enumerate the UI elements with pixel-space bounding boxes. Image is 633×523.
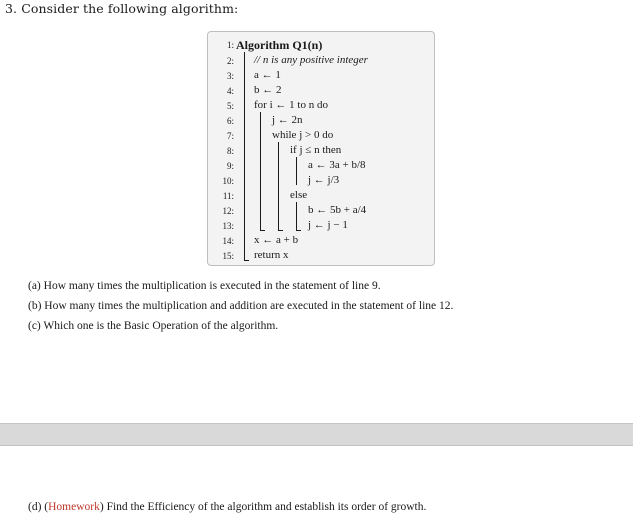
line-number-15: 15: bbox=[222, 251, 234, 261]
question-c: (c) Which one is the Basic Operation of the algorithm. bbox=[28, 320, 279, 332]
algorithm-comment: // n is any positive integer bbox=[254, 54, 368, 66]
block-line-else bbox=[296, 202, 297, 230]
algorithm-line-6: j ← 2n bbox=[272, 114, 303, 126]
block-line-while bbox=[278, 142, 279, 230]
algorithm-line-13: j ← j − 1 bbox=[308, 219, 348, 231]
line-number-7: 7: bbox=[226, 131, 234, 141]
line-number-11: 11: bbox=[222, 191, 234, 201]
algorithm-line-14: x ← a + b bbox=[254, 234, 299, 246]
algorithm-line-3: a ← 1 bbox=[254, 69, 281, 81]
algorithm-line-12: b ← 5b + a/4 bbox=[308, 204, 367, 216]
line-number-9: 9: bbox=[226, 161, 234, 171]
block-line-if bbox=[296, 157, 297, 185]
block-end-if-else bbox=[296, 230, 301, 231]
algorithm-line-5-for: for i ← 1 to n do bbox=[254, 99, 328, 111]
line-number-6: 6: bbox=[226, 116, 234, 126]
algorithm-title-text: Algorithm Q1(n) bbox=[236, 38, 323, 52]
question-d bbox=[28, 501, 426, 513]
homework-label: Homework bbox=[48, 501, 100, 513]
algorithm-line-10: j ← j/3 bbox=[308, 174, 340, 186]
line-number-2: 2: bbox=[226, 56, 234, 66]
line-number-4: 4: bbox=[226, 86, 234, 96]
block-end-while bbox=[278, 230, 283, 231]
line-number-1: 1: bbox=[226, 40, 234, 50]
algorithm-title bbox=[236, 38, 322, 53]
algorithm-line-9: a ← 3a + b/8 bbox=[308, 159, 366, 171]
line-number-3: 3: bbox=[226, 71, 234, 81]
line-number-5: 5: bbox=[226, 101, 234, 111]
algorithm-line-4: b ← 2 bbox=[254, 84, 282, 96]
algorithm-box bbox=[207, 31, 435, 266]
block-line-for bbox=[260, 112, 261, 230]
line-number-10: 10: bbox=[222, 176, 234, 186]
algorithm-line-8-if: if j ≤ n then bbox=[290, 144, 342, 156]
algorithm-line-15-return: return x bbox=[254, 249, 289, 261]
question-a: (a) How many times the multiplication is executed in the statement of line 9. bbox=[28, 280, 381, 292]
question-d-prefix: (d) ( bbox=[28, 501, 49, 513]
block-end-algorithm bbox=[244, 260, 249, 261]
line-number-13: 13: bbox=[222, 221, 234, 231]
page-separator bbox=[0, 423, 633, 446]
question-b: (b) How many times the multiplication and addition are executed in the statement of line 12. bbox=[28, 300, 454, 312]
block-line-algorithm bbox=[244, 52, 245, 260]
question-d-suffix: ) Find the Efficiency of the algorithm and establish its order of growth. bbox=[99, 501, 427, 513]
question-title: 3. Consider the following algorithm: bbox=[5, 1, 239, 16]
algorithm-line-11-else: else bbox=[290, 189, 308, 201]
line-number-8: 8: bbox=[226, 146, 234, 156]
line-number-12: 12: bbox=[222, 206, 234, 216]
line-number-14: 14: bbox=[222, 236, 234, 246]
block-end-for bbox=[260, 230, 265, 231]
algorithm-line-7-while: while j > 0 do bbox=[272, 129, 334, 141]
